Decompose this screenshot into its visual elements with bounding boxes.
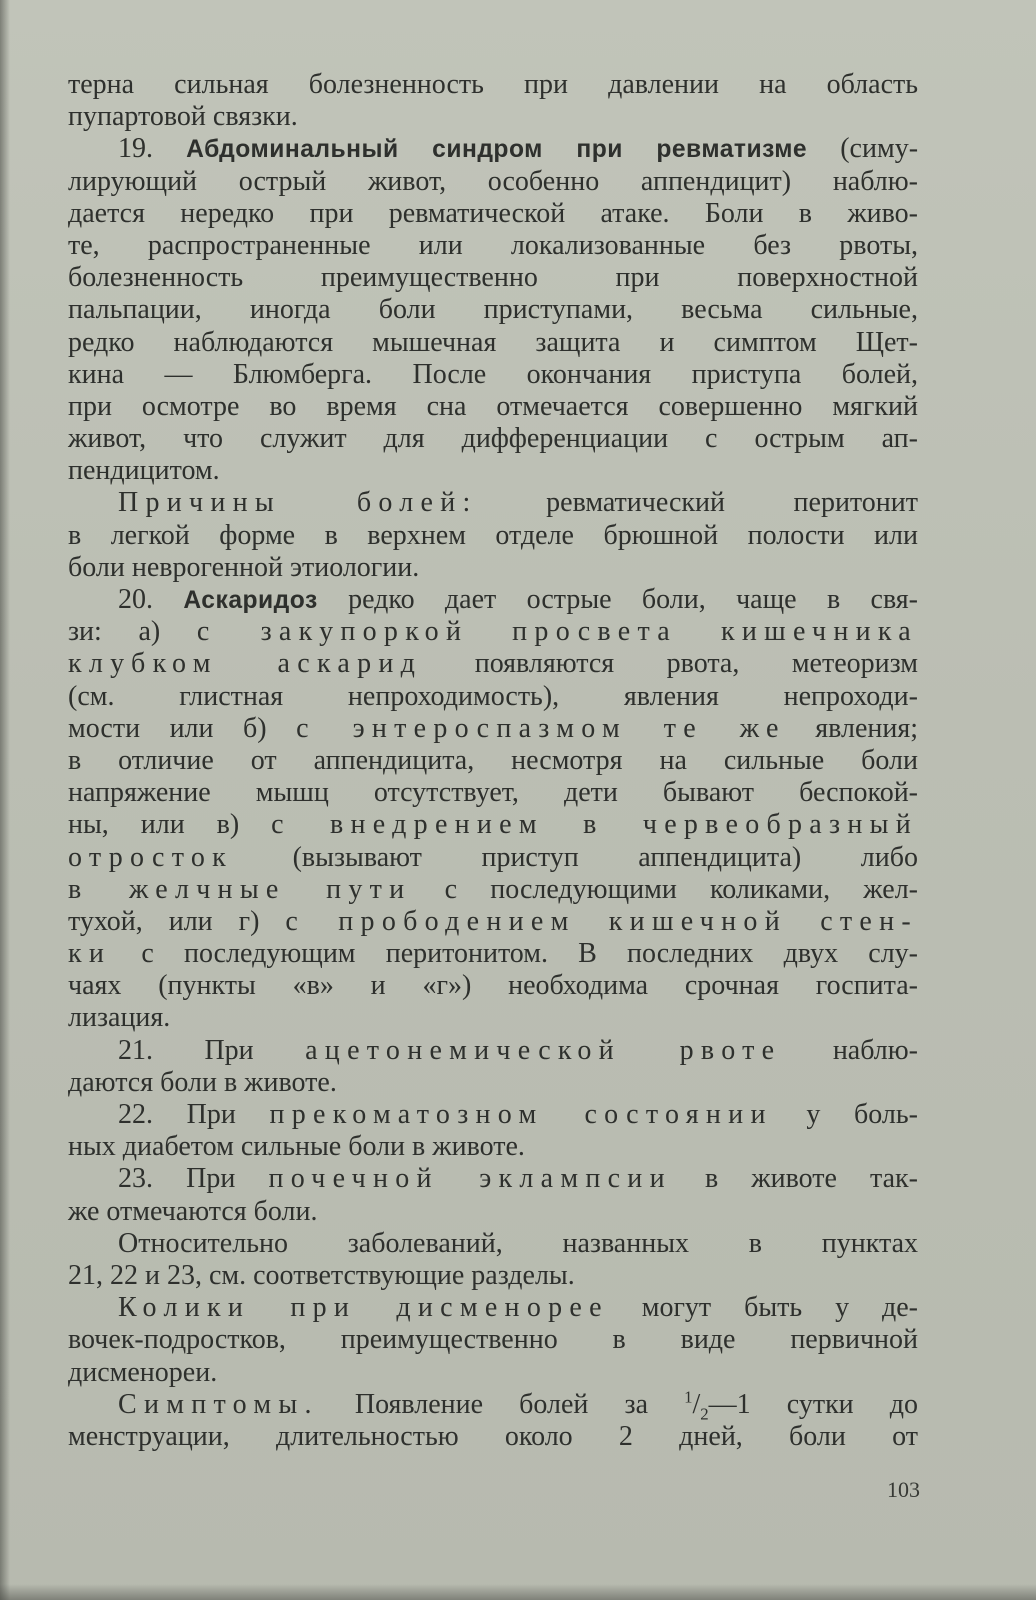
- text-line: [68, 359, 918, 391]
- text-run: дисменореи.: [68, 1356, 218, 1388]
- text-line: [68, 1324, 918, 1356]
- text-line: [68, 1387, 918, 1424]
- text-run: лизация.: [68, 1002, 171, 1034]
- text-line: [68, 906, 918, 938]
- text-run: чаях (пункты «в» и «г») необходима срочная госпита-: [68, 970, 918, 1002]
- spaced-emphasis-run: с внедрением в червеобразный: [271, 809, 918, 841]
- text-run: 20.: [118, 584, 184, 615]
- text-run: при осмотре во время сна отмечается совершенно мягкий: [68, 390, 918, 422]
- body-text: [68, 69, 918, 1453]
- text-run: же отмечаются боли.: [68, 1195, 318, 1227]
- text-run: болезненность преимущественно при поверхностной: [68, 262, 918, 294]
- text-run: живот, что служит для дифференциации с острым ап-: [68, 423, 918, 455]
- spaced-emphasis-run: с энтероспазмом те же: [296, 712, 786, 744]
- paragraph: [68, 1389, 918, 1453]
- superscript-run: 1: [684, 1387, 693, 1407]
- subscript-run: 2: [700, 1404, 709, 1424]
- text-line: [68, 198, 918, 230]
- spaced-emphasis-run: ки: [68, 938, 112, 970]
- text-run: редко дает острые боли, чаще в свя-: [317, 584, 918, 615]
- text-run: мости или б): [68, 712, 297, 744]
- text-run: появляются рвота, метеоризм: [422, 648, 919, 680]
- paragraph: [68, 133, 918, 487]
- text-run: ны, или в): [68, 809, 272, 841]
- spaced-emphasis-run: прекоматозном состоянии: [269, 1099, 773, 1130]
- text-run: ных диабетом сильные боли в животе.: [68, 1131, 525, 1163]
- text-run: (см. глистная непроходимость), явления непроходи-: [68, 680, 918, 712]
- text-run: те, распространенные или локализованные без рвоты,: [68, 229, 918, 261]
- text-run: вочек-подростков, преимущественно в виде первичной: [68, 1324, 918, 1356]
- text-line: [68, 713, 918, 745]
- text-run: лирующий острый живот, особенно аппендицит) наблю-: [68, 165, 918, 197]
- text-run: дается нередко при ревматической атаке. Боли в живо-: [68, 197, 918, 229]
- text-line: [68, 1035, 918, 1067]
- spaced-emphasis-run: с прободением кишечной стен-: [285, 905, 918, 937]
- text-line: [68, 970, 918, 1002]
- text-line: [68, 777, 918, 809]
- text-run: Появление болей за: [318, 1388, 685, 1420]
- text-line: [68, 1357, 918, 1389]
- text-run: (вызывают приступ аппендицита) либо: [233, 841, 918, 873]
- bold-heading-run: Аскаридоз: [183, 587, 318, 614]
- text-line: [68, 1067, 918, 1099]
- text-line: [68, 809, 918, 841]
- text-line: [68, 520, 918, 552]
- text-line: [68, 584, 918, 616]
- text-line: [68, 327, 918, 359]
- text-line: [68, 1196, 918, 1228]
- text-run: явления;: [785, 712, 918, 744]
- spaced-emphasis-run: Симптомы.: [118, 1388, 319, 1420]
- spaced-emphasis-run: ацетонемической рвоте: [305, 1034, 782, 1066]
- text-run: пупартовой связки.: [68, 101, 298, 133]
- text-line: [68, 262, 918, 294]
- text-line: [68, 166, 918, 198]
- text-line: [68, 681, 918, 713]
- text-line: [68, 842, 918, 874]
- text-run: (симу-: [807, 133, 919, 165]
- paragraph: [68, 69, 918, 133]
- text-run: в животе так-: [671, 1163, 918, 1195]
- text-run: 21, 22 и 23, см. соответствующие разделы.: [68, 1259, 575, 1291]
- text-run: терна сильная болезненность при давлении на область: [68, 69, 918, 100]
- text-line: [68, 101, 918, 133]
- text-run: пендицитом.: [68, 455, 220, 487]
- text-run: кина — Блюмберга. После окончания приступа болей,: [68, 358, 918, 390]
- text-run: у боль-: [772, 1099, 918, 1130]
- text-run: напряжение мышц отсутствует, дети бывают беспокой-: [68, 777, 918, 809]
- text-line: [68, 938, 918, 970]
- text-line: [68, 294, 918, 326]
- spaced-emphasis-run: отросток: [68, 841, 234, 873]
- text-run: наблю-: [781, 1034, 918, 1066]
- text-run: в отличие от аппендицита, несмотря на сильные боли: [68, 744, 918, 776]
- text-line: [68, 552, 918, 584]
- text-line: [68, 487, 918, 519]
- paragraph: [68, 584, 918, 1035]
- spaced-emphasis-run: Причины болей:: [118, 487, 478, 519]
- text-run: ревматический перитонит: [477, 487, 919, 519]
- text-line: [68, 874, 918, 906]
- text-line: [68, 423, 918, 455]
- text-line: [68, 1421, 918, 1453]
- spaced-emphasis-run: Колики при дисменорее: [118, 1292, 609, 1324]
- text-line: [68, 745, 918, 777]
- text-run: могут быть у де-: [608, 1292, 918, 1324]
- text-line: [68, 1228, 918, 1260]
- paragraph: [68, 1099, 918, 1163]
- text-line: [68, 1002, 918, 1034]
- text-run: —1 сутки до: [708, 1388, 918, 1420]
- text-line: [68, 1292, 918, 1324]
- text-line: [68, 1099, 918, 1131]
- paragraph: [68, 1035, 918, 1099]
- spaced-emphasis-run: с закупоркой просвета кишечника: [196, 616, 919, 648]
- text-line: [68, 1163, 918, 1195]
- text-run: редко наблюдаются мышечная защита и симптом Щет-: [68, 326, 918, 358]
- text-run: в легкой форме в верхнем отделе брюшной полости или: [68, 519, 918, 551]
- text-run: с последующими коликами, жел-: [411, 873, 919, 905]
- text-run: с последующим перитонитом. В последних двух слу-: [111, 938, 918, 970]
- text-run: 22. При: [118, 1099, 270, 1130]
- text-run: Относительно заболеваний, названных в пунктах: [118, 1227, 918, 1259]
- text-run: /: [692, 1388, 701, 1420]
- page-number: 103: [887, 1477, 920, 1502]
- paragraph: [68, 1163, 918, 1227]
- text-line: [68, 69, 918, 101]
- spaced-emphasis-run: почечной эклампсии: [268, 1163, 672, 1195]
- text-line: [68, 616, 918, 648]
- text-run: тухой, или г): [68, 905, 286, 937]
- text-line: [68, 455, 918, 487]
- text-line: [68, 648, 918, 680]
- text-run: менструации, длительностью около 2 дней, боли от: [68, 1420, 918, 1452]
- paragraph: [68, 487, 918, 584]
- text-run: даются боли в животе.: [68, 1066, 337, 1098]
- text-run: 19.: [118, 133, 187, 165]
- text-line: [68, 230, 918, 262]
- text-run: зи: а): [68, 616, 197, 648]
- text-line: [68, 1260, 918, 1292]
- paragraph: [68, 1228, 918, 1292]
- text-line: [68, 1131, 918, 1163]
- text-run: 21. При: [118, 1034, 306, 1066]
- bold-heading-run: Абдоминальный синдром при ревматизме: [186, 136, 808, 164]
- text-line: [68, 133, 918, 165]
- spaced-emphasis-run: в желчные пути: [68, 873, 412, 905]
- text-run: боли неврогенной этиологии.: [68, 551, 420, 583]
- text-line: [68, 391, 918, 423]
- text-run: пальпации, иногда боли приступами, весьма сильные,: [68, 294, 918, 326]
- paragraph: [68, 1292, 918, 1389]
- spaced-emphasis-run: клубком аскарид: [68, 648, 423, 680]
- text-run: 23. При: [118, 1163, 269, 1195]
